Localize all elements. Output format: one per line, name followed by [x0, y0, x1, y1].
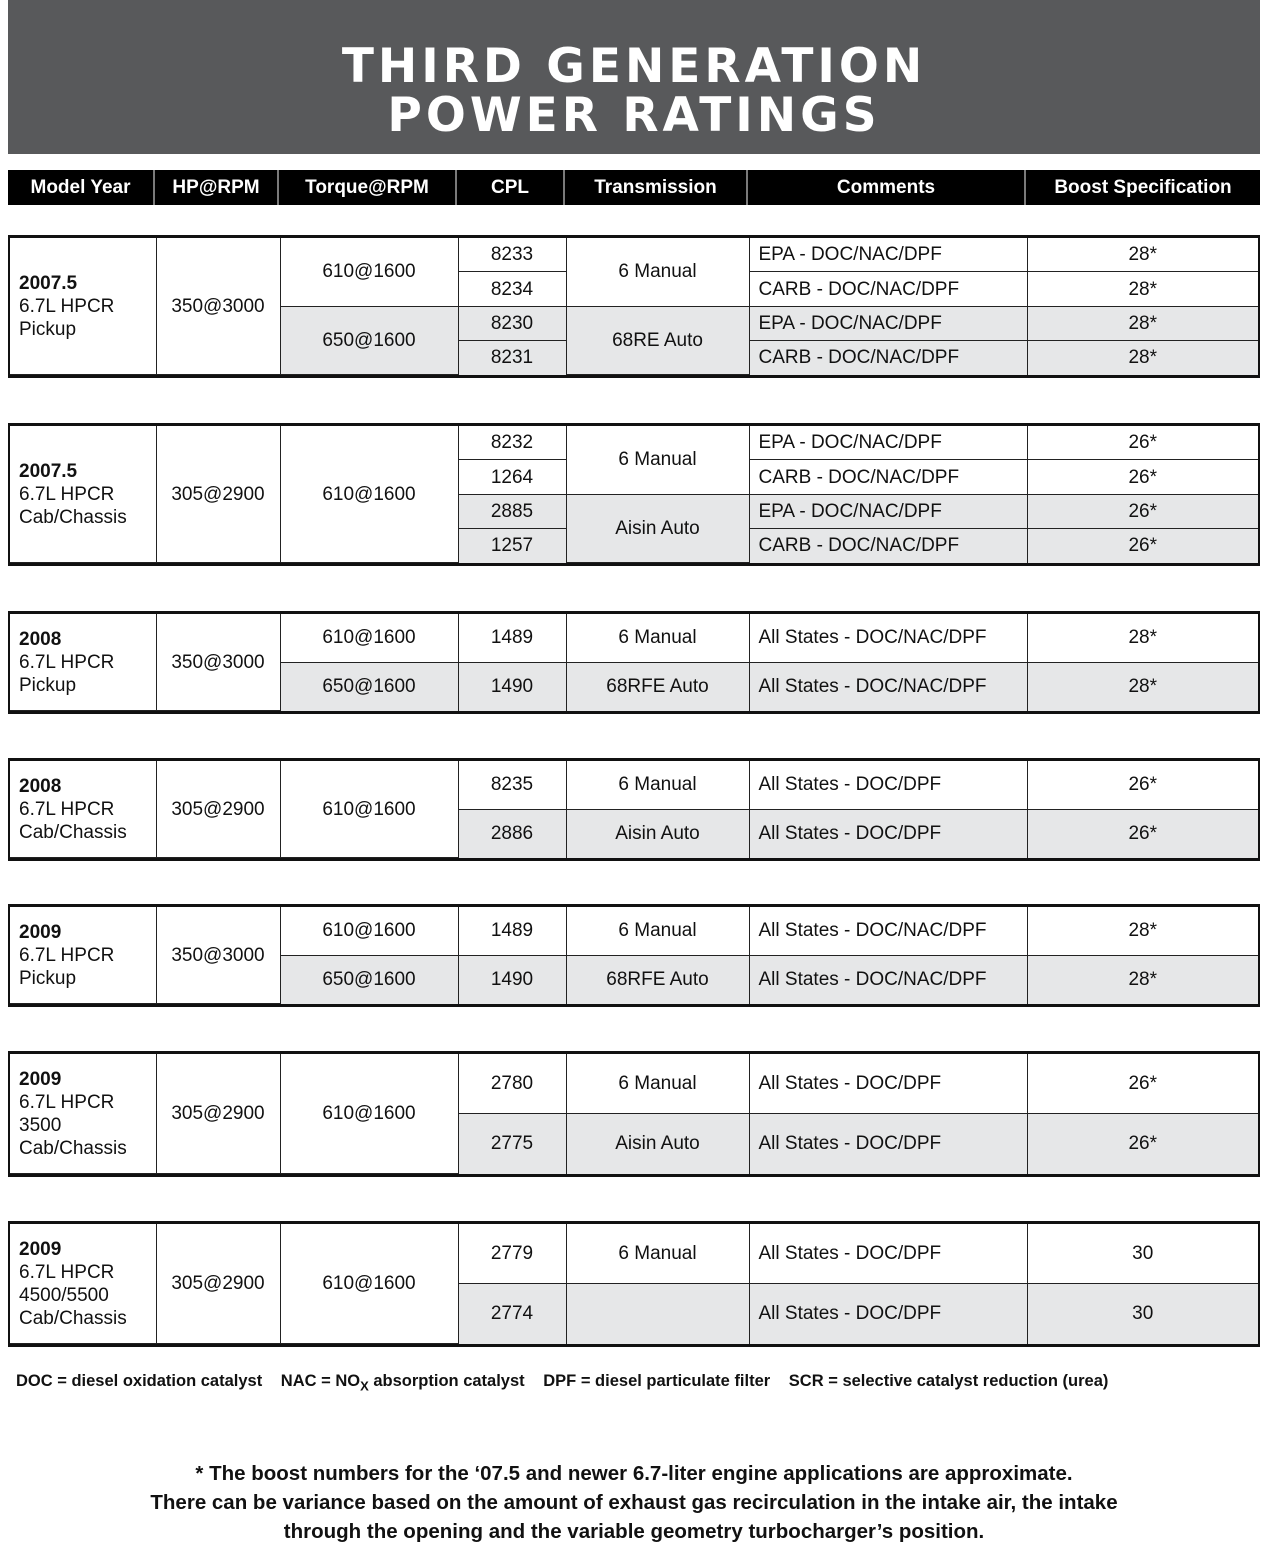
boost-cell: 26* — [1027, 1054, 1258, 1114]
model-line: Cab/Chassis — [19, 506, 127, 528]
comment-cell: CARB - DOC/NAC/DPF — [749, 529, 1027, 563]
boost-cell: 28* — [1027, 907, 1258, 955]
torque-cell: 610@1600 — [280, 907, 458, 955]
footnote-line-2: There can be variance based on the amount of exhaust gas recirculation in the intake air, the intake — [150, 1491, 1118, 1514]
model-year: 2007.5 — [19, 272, 78, 294]
model-line: Pickup — [19, 967, 77, 989]
model-year: 2009 — [19, 921, 62, 943]
col-transmission: Transmission — [565, 170, 748, 205]
ratings-group-2009-3500-cab-chassis — [8, 1051, 1260, 1177]
comment-cell: All States - DOC/NAC/DPF — [749, 614, 1027, 662]
engine: 6.7L HPCR — [19, 944, 115, 966]
model-line: 3500 — [19, 1114, 62, 1136]
ratings-group-2007-5-pickup — [8, 235, 1260, 378]
ratings-group-2008-cab-chassis — [8, 758, 1260, 861]
comment-cell: CARB - DOC/NAC/DPF — [749, 272, 1027, 306]
comment-cell: CARB - DOC/NAC/DPF — [749, 341, 1027, 375]
transmission-cell: 6 Manual — [566, 614, 749, 662]
hp-cell: 350@3000 — [156, 614, 280, 711]
ratings-group-2008-pickup — [8, 611, 1260, 714]
boost-cell: 28* — [1027, 662, 1258, 710]
model-cell — [10, 907, 156, 1004]
model-cell — [10, 426, 156, 563]
hp-cell: 305@2900 — [156, 1054, 280, 1174]
torque-cell: 610@1600 — [280, 238, 458, 306]
transmission-cell: 6 Manual — [566, 238, 749, 306]
hp-cell: 350@3000 — [156, 907, 280, 1004]
boost-cell: 26* — [1027, 426, 1258, 460]
model-year: 2008 — [19, 628, 62, 650]
cpl-cell: 2886 — [458, 809, 566, 857]
title-line-1: THIRD GENERATION — [341, 39, 927, 94]
hp-cell: 350@3000 — [156, 238, 280, 375]
comment-cell: All States - DOC/DPF — [749, 1284, 1027, 1344]
engine: 6.7L HPCR — [19, 483, 115, 505]
cpl-cell: 2774 — [458, 1284, 566, 1344]
boost-cell: 26* — [1027, 1114, 1258, 1174]
boost-cell: 30 — [1027, 1284, 1258, 1344]
comment-cell: CARB - DOC/NAC/DPF — [749, 460, 1027, 494]
model-line: Pickup — [19, 318, 77, 340]
boost-cell: 28* — [1027, 238, 1258, 272]
transmission-cell: 6 Manual — [566, 1224, 749, 1284]
boost-cell: 28* — [1027, 306, 1258, 340]
col-comments: Comments — [748, 170, 1026, 205]
torque-cell: 610@1600 — [280, 1224, 458, 1344]
cpl-cell: 8234 — [458, 272, 566, 306]
model-cell — [10, 761, 156, 858]
legend-dpf: DPF = diesel particulate filter — [543, 1372, 771, 1390]
legend-doc: DOC = diesel oxidation catalyst — [16, 1372, 263, 1390]
comment-cell: EPA - DOC/NAC/DPF — [749, 426, 1027, 460]
hp-cell: 305@2900 — [156, 426, 280, 563]
cpl-cell: 8231 — [458, 341, 566, 375]
title-banner — [8, 0, 1260, 154]
title-line-2: POWER RATINGS — [387, 88, 881, 143]
comment-cell: All States - DOC/NAC/DPF — [749, 955, 1027, 1003]
transmission-cell: 68RE Auto — [566, 306, 749, 374]
transmission-cell — [566, 1284, 749, 1344]
cpl-cell: 8233 — [458, 238, 566, 272]
col-model-year: Model Year — [8, 170, 155, 205]
col-hp-rpm: HP@RPM — [155, 170, 279, 205]
transmission-cell: 6 Manual — [566, 761, 749, 809]
footnote-line-1: * The boost numbers for the ‘07.5 and newer 6.7-liter engine applications are approximate. — [195, 1462, 1073, 1485]
cpl-cell: 2779 — [458, 1224, 566, 1284]
comment-cell: All States - DOC/DPF — [749, 761, 1027, 809]
boost-cell: 28* — [1027, 614, 1258, 662]
model-year: 2009 — [19, 1068, 62, 1090]
cpl-cell: 1490 — [458, 955, 566, 1003]
comment-cell: All States - DOC/NAC/DPF — [749, 907, 1027, 955]
transmission-cell: Aisin Auto — [566, 494, 749, 562]
footnote-line-3: through the opening and the variable geometry turbocharger’s position. — [283, 1520, 985, 1543]
torque-cell: 610@1600 — [280, 614, 458, 662]
col-cpl: CPL — [457, 170, 565, 205]
col-torque-rpm: Torque@RPM — [279, 170, 457, 205]
transmission-cell: 6 Manual — [566, 1054, 749, 1114]
comment-cell: All States - DOC/DPF — [749, 809, 1027, 857]
col-boost: Boost Specification — [1054, 176, 1232, 198]
engine: 6.7L HPCR — [19, 798, 115, 820]
cpl-cell: 1489 — [458, 614, 566, 662]
model-cell — [10, 614, 156, 711]
model-cell — [10, 1054, 156, 1174]
engine: 6.7L HPCR — [19, 1261, 115, 1283]
torque-cell: 610@1600 — [280, 1054, 458, 1174]
comment-cell: EPA - DOC/NAC/DPF — [749, 494, 1027, 528]
column-header-bar — [8, 170, 1260, 205]
comment-cell: All States - DOC/NAC/DPF — [749, 662, 1027, 710]
hp-cell: 305@2900 — [156, 1224, 280, 1344]
comment-cell: All States - DOC/DPF — [749, 1224, 1027, 1284]
cpl-cell: 2775 — [458, 1114, 566, 1174]
transmission-cell: 68RFE Auto — [566, 662, 749, 710]
transmission-cell: Aisin Auto — [566, 809, 749, 857]
model-line: Pickup — [19, 674, 77, 696]
ratings-group-2009-pickup — [8, 904, 1260, 1007]
boost-cell: 28* — [1027, 955, 1258, 1003]
engine: 6.7L HPCR — [19, 295, 115, 317]
comment-cell: All States - DOC/DPF — [749, 1114, 1027, 1174]
transmission-cell: Aisin Auto — [566, 1114, 749, 1174]
model-cell — [10, 238, 156, 375]
cpl-cell: 8235 — [458, 761, 566, 809]
model-year: 2008 — [19, 775, 62, 797]
cpl-cell: 2885 — [458, 494, 566, 528]
boost-footnote — [8, 1459, 1260, 1546]
model-year: 2009 — [19, 1238, 62, 1260]
boost-cell: 30 — [1027, 1224, 1258, 1284]
model-line: Cab/Chassis — [19, 1307, 127, 1329]
transmission-cell: 68RFE Auto — [566, 955, 749, 1003]
comment-cell: All States - DOC/DPF — [749, 1054, 1027, 1114]
boost-cell: 28* — [1027, 272, 1258, 306]
abbreviation-legend — [16, 1372, 1256, 1393]
ratings-group-2009-4500-5500-cab-chassis — [8, 1221, 1260, 1347]
model-year: 2007.5 — [19, 460, 78, 482]
hp-cell: 305@2900 — [156, 761, 280, 858]
torque-cell: 610@1600 — [280, 426, 458, 563]
cpl-cell: 8230 — [458, 306, 566, 340]
boost-cell: 26* — [1027, 761, 1258, 809]
transmission-cell: 6 Manual — [566, 426, 749, 494]
engine: 6.7L HPCR — [19, 651, 115, 673]
legend-nac — [280, 1372, 525, 1394]
boost-cell: 26* — [1027, 809, 1258, 857]
transmission-cell: 6 Manual — [566, 907, 749, 955]
model-line: Cab/Chassis — [19, 821, 127, 843]
boost-cell: 26* — [1027, 529, 1258, 563]
model-line: Cab/Chassis — [19, 1137, 127, 1159]
cpl-cell: 2780 — [458, 1054, 566, 1114]
model-cell — [10, 1224, 156, 1344]
legend-nac-prefix: NAC = NO — [280, 1372, 361, 1390]
cpl-cell: 1490 — [458, 662, 566, 710]
torque-cell: 650@1600 — [280, 662, 458, 710]
boost-cell: 26* — [1027, 460, 1258, 494]
cpl-cell: 1264 — [458, 460, 566, 494]
boost-cell: 26* — [1027, 494, 1258, 528]
legend-scr: SCR = selective catalyst reduction (urea) — [788, 1372, 1109, 1390]
comment-cell: EPA - DOC/NAC/DPF — [749, 238, 1027, 272]
cpl-cell: 8232 — [458, 426, 566, 460]
engine: 6.7L HPCR — [19, 1091, 115, 1113]
model-line: 4500/5500 — [19, 1284, 109, 1306]
ratings-group-2007-5-cab-chassis — [8, 423, 1260, 566]
boost-cell: 28* — [1027, 341, 1258, 375]
legend-nac-suffix: absorption catalyst — [368, 1372, 525, 1390]
legend-nac-subscript: X — [360, 1378, 369, 1394]
cpl-cell: 1489 — [458, 907, 566, 955]
torque-cell: 650@1600 — [280, 306, 458, 374]
comment-cell: EPA - DOC/NAC/DPF — [749, 306, 1027, 340]
cpl-cell: 1257 — [458, 529, 566, 563]
torque-cell: 610@1600 — [280, 761, 458, 858]
torque-cell: 650@1600 — [280, 955, 458, 1003]
